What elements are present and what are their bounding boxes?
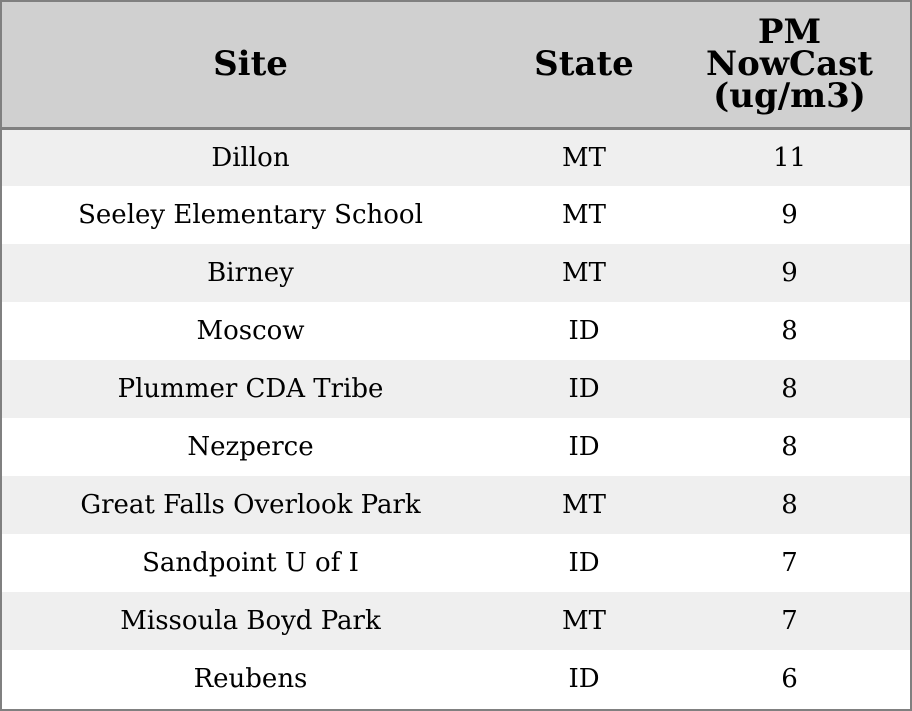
cell-pm-value: 11	[772, 142, 807, 173]
cell-state: ID	[568, 548, 600, 578]
cell-site: Plummer CDA Tribe	[117, 374, 384, 404]
cell-state: ID	[568, 316, 600, 346]
cell-pm-value: 7	[781, 606, 798, 636]
header-pm-line-1: PM	[757, 12, 822, 53]
table-row	[2, 128, 910, 186]
table-body	[2, 128, 910, 708]
cell-site: Birney	[207, 258, 294, 288]
cell-pm-value: 8	[781, 374, 798, 404]
table-row	[2, 302, 910, 360]
cell-site: Moscow	[196, 316, 305, 346]
table-row	[2, 418, 910, 476]
header-pm-line-2: NowCast	[706, 44, 873, 85]
cell-state: MT	[562, 606, 606, 636]
header-row	[2, 2, 910, 128]
header-site: Site	[2, 2, 499, 128]
cell-pm-value: 8	[781, 316, 798, 346]
cell-site: Dillon	[211, 142, 290, 173]
cell-pm-value: 6	[781, 664, 798, 694]
cell-pm-value: 7	[781, 548, 798, 578]
cell-site: Great Falls Overlook Park	[80, 490, 421, 520]
table-row	[2, 186, 910, 244]
table-row	[2, 360, 910, 418]
cell-state: MT	[562, 490, 606, 520]
cell-state: MT	[562, 142, 606, 173]
cell-state: ID	[568, 664, 600, 694]
cell-site: Nezperce	[187, 432, 314, 462]
table-row	[2, 592, 910, 650]
cell-pm-value: 9	[781, 258, 798, 288]
cell-site: Sandpoint U of I	[142, 548, 359, 578]
cell-pm-value: 8	[781, 490, 798, 520]
cell-state: MT	[562, 258, 606, 288]
cell-site: Reubens	[193, 664, 308, 694]
table-row	[2, 650, 910, 708]
cell-site: Seeley Elementary School	[78, 200, 423, 230]
table-row	[2, 244, 910, 302]
cell-pm-value: 9	[781, 200, 798, 230]
cell-pm-value: 8	[781, 432, 798, 462]
cell-state: MT	[562, 200, 606, 230]
table-header	[2, 2, 910, 128]
pm-nowcast-table	[2, 2, 910, 708]
cell-state: ID	[568, 374, 600, 404]
cell-site: Missoula Boyd Park	[120, 606, 381, 636]
header-pm-nowcast	[669, 2, 910, 128]
cell-state: ID	[568, 432, 600, 462]
header-state: State	[499, 2, 669, 128]
header-pm-line-3: (ug/m3)	[713, 76, 866, 117]
table-row	[2, 476, 910, 534]
table-row	[2, 534, 910, 592]
